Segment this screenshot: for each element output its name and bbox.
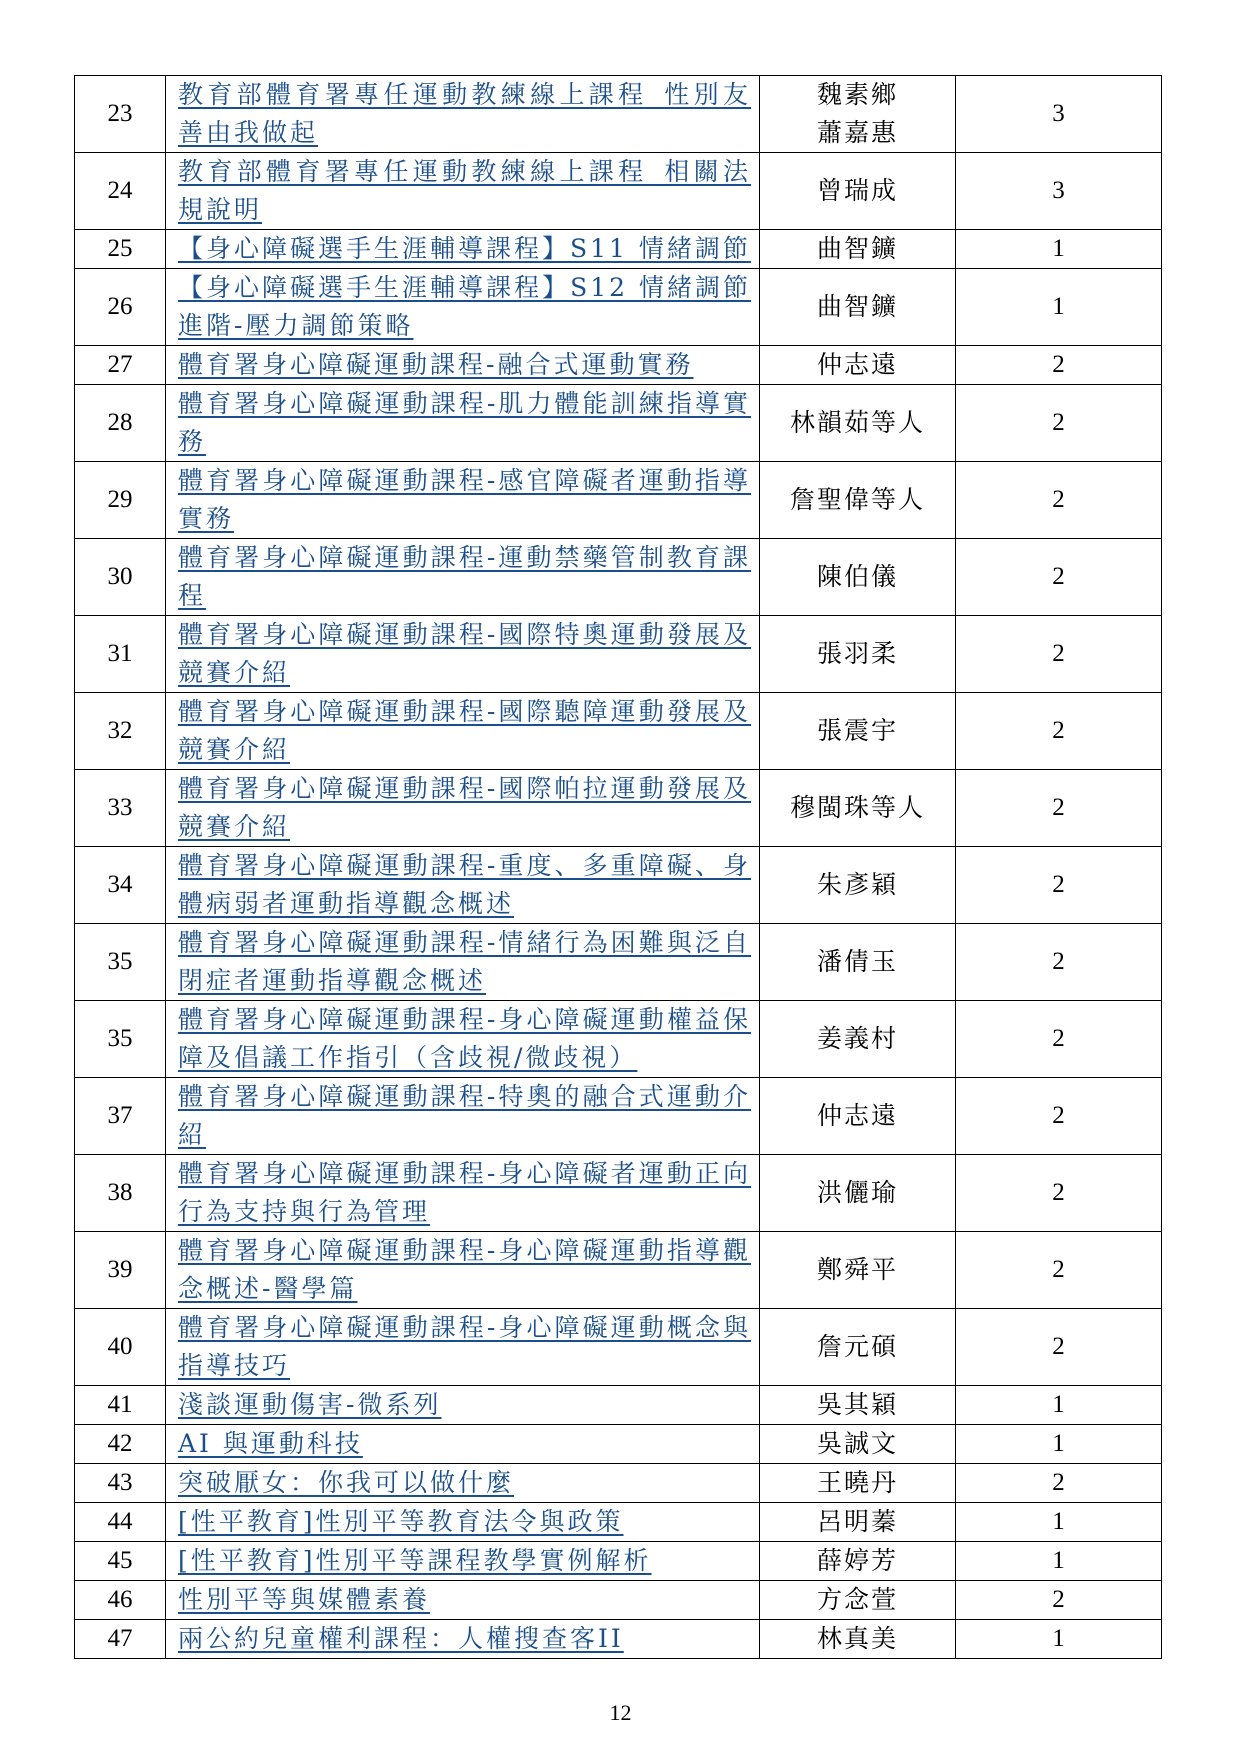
lecturer-cell (760, 693, 956, 770)
course-title-link[interactable]: [性平教育]性別平等課程教學實例解析 (178, 1546, 652, 1575)
lecturer-name: 呂明蓁 (816, 1507, 898, 1536)
course-title-link[interactable]: AI 與運動科技 (178, 1429, 363, 1458)
lecturer-name: 曾瑞成 (816, 176, 898, 205)
course-title-link[interactable]: 體育署身心障礙運動課程-融合式運動實務 (178, 350, 694, 379)
row-number: 27 (75, 346, 166, 385)
course-hours: 2 (956, 1309, 1162, 1386)
lecturer-name: 洪儷瑜 (816, 1178, 898, 1207)
course-hours: 2 (956, 346, 1162, 385)
course-hours: 2 (956, 1001, 1162, 1078)
course-title-link[interactable]: 體育署身心障礙運動課程-國際帕拉運動發展及競賽介紹 (178, 774, 751, 841)
row-number: 46 (75, 1581, 166, 1620)
course-title-cell (166, 385, 760, 462)
course-hours: 1 (956, 1620, 1162, 1659)
lecturer-cell (760, 153, 956, 230)
table-row (75, 924, 1162, 1001)
row-number: 35 (75, 1001, 166, 1078)
course-hours: 1 (956, 1542, 1162, 1581)
course-title-link[interactable]: 體育署身心障礙運動課程-身心障礙運動指導觀念概述-醫學篇 (178, 1236, 751, 1303)
lecturer-cell (760, 1232, 956, 1309)
table-row (75, 462, 1162, 539)
course-title-cell (166, 539, 760, 616)
table-row (75, 1078, 1162, 1155)
table-row (75, 1386, 1162, 1425)
table-row (75, 1425, 1162, 1464)
course-hours: 1 (956, 1503, 1162, 1542)
course-table (74, 75, 1162, 1659)
row-number: 39 (75, 1232, 166, 1309)
lecturer-name: 仲志遠 (816, 1101, 898, 1130)
table-row (75, 269, 1162, 346)
row-number: 28 (75, 385, 166, 462)
lecturer-name: 王曉丹 (816, 1468, 898, 1497)
course-hours: 2 (956, 770, 1162, 847)
course-title-cell (166, 1309, 760, 1386)
lecturer-name: 穆閩珠等人 (789, 793, 925, 822)
page-number: 12 (609, 1700, 632, 1725)
row-number: 25 (75, 230, 166, 269)
lecturer-cell (760, 1503, 956, 1542)
course-hours: 2 (956, 1155, 1162, 1232)
course-title-link[interactable]: 兩公約兒童權利課程：人權搜查客II (178, 1624, 624, 1653)
table-row (75, 346, 1162, 385)
course-hours: 2 (956, 693, 1162, 770)
course-hours: 2 (956, 847, 1162, 924)
course-hours: 2 (956, 539, 1162, 616)
lecturer-name: 潘倩玉 (816, 947, 898, 976)
course-hours: 2 (956, 1464, 1162, 1503)
lecturer-cell (760, 847, 956, 924)
course-title-link[interactable]: 體育署身心障礙運動課程-情緒行為困難與泛自閉症者運動指導觀念概述 (178, 928, 751, 995)
course-title-cell (166, 1425, 760, 1464)
lecturer-name: 曲智鑛 (816, 292, 898, 321)
lecturer-cell (760, 539, 956, 616)
row-number: 29 (75, 462, 166, 539)
lecturer-name: 吳其穎 (816, 1390, 898, 1419)
table-row (75, 1581, 1162, 1620)
lecturer-cell (760, 230, 956, 269)
table-row (75, 1232, 1162, 1309)
course-hours: 3 (956, 153, 1162, 230)
course-title-link[interactable]: 體育署身心障礙運動課程-感官障礙者運動指導實務 (178, 466, 751, 533)
lecturer-cell (760, 1309, 956, 1386)
course-title-link[interactable]: [性平教育]性別平等教育法令與政策 (178, 1507, 624, 1536)
course-title-link[interactable]: 體育署身心障礙運動課程-國際聽障運動發展及競賽介紹 (178, 697, 751, 764)
row-number: 37 (75, 1078, 166, 1155)
table-row (75, 847, 1162, 924)
lecturer-name: 林真美 (816, 1624, 898, 1653)
lecturer-cell (760, 924, 956, 1001)
course-title-cell (166, 76, 760, 153)
course-title-link[interactable]: 淺談運動傷害-微系列 (178, 1390, 442, 1419)
lecturer-cell (760, 1464, 956, 1503)
course-hours: 3 (956, 76, 1162, 153)
lecturer-cell (760, 1581, 956, 1620)
table-row (75, 1542, 1162, 1581)
table-row (75, 616, 1162, 693)
table-row (75, 1620, 1162, 1659)
lecturer-name: 詹元碩 (816, 1332, 898, 1361)
course-title-cell (166, 616, 760, 693)
row-number: 23 (75, 76, 166, 153)
course-title-cell (166, 847, 760, 924)
course-title-link[interactable]: 體育署身心障礙運動課程-身心障礙運動權益保障及倡議工作指引（含歧視/微歧視） (178, 1005, 751, 1072)
course-title-link[interactable]: 教育部體育署專任運動教練線上課程_相關法規說明 (178, 157, 751, 224)
course-title-link[interactable]: 【身心障礙選手生涯輔導課程】S11 情緒調節 (178, 234, 751, 263)
course-hours: 1 (956, 269, 1162, 346)
lecturer-name: 仲志遠 (816, 350, 898, 379)
lecturer-name: 方念萱 (816, 1585, 898, 1614)
course-title-link[interactable]: 【身心障礙選手生涯輔導課程】S12 情緒調節進階-壓力調節策略 (178, 273, 751, 340)
lecturer-cell (760, 1425, 956, 1464)
course-hours: 1 (956, 230, 1162, 269)
table-row (75, 385, 1162, 462)
course-title-cell (166, 462, 760, 539)
course-title-cell (166, 1078, 760, 1155)
table-row (75, 76, 1162, 153)
table-row (75, 1464, 1162, 1503)
row-number: 41 (75, 1386, 166, 1425)
lecturer-cell (760, 346, 956, 385)
course-title-link[interactable]: 突破厭女：你我可以做什麼 (178, 1468, 515, 1497)
course-hours: 2 (956, 616, 1162, 693)
course-title-cell (166, 1155, 760, 1232)
row-number: 34 (75, 847, 166, 924)
course-title-cell (166, 1386, 760, 1425)
course-title-link[interactable]: 性別平等與媒體素養 (178, 1585, 431, 1614)
course-title-cell (166, 269, 760, 346)
lecturer-name: 陳伯儀 (816, 562, 898, 591)
lecturer-cell (760, 269, 956, 346)
lecturer-name: 曲智鑛 (816, 234, 898, 263)
course-hours: 2 (956, 924, 1162, 1001)
lecturer-name: 薛婷芳 (816, 1546, 898, 1575)
course-title-cell (166, 770, 760, 847)
row-number: 32 (75, 693, 166, 770)
lecturer-cell (760, 1386, 956, 1425)
course-title-cell (166, 1232, 760, 1309)
course-title-cell (166, 1001, 760, 1078)
course-hours: 2 (956, 462, 1162, 539)
lecturer-cell (760, 385, 956, 462)
row-number: 42 (75, 1425, 166, 1464)
course-title-cell (166, 1503, 760, 1542)
lecturer-cell (760, 1001, 956, 1078)
course-title-link[interactable]: 體育署身心障礙運動課程-重度、多重障礙、身體病弱者運動指導觀念概述 (178, 851, 751, 918)
table-row (75, 693, 1162, 770)
lecturer-cell (760, 1542, 956, 1581)
course-title-cell (166, 346, 760, 385)
row-number: 40 (75, 1309, 166, 1386)
lecturer-cell (760, 76, 956, 153)
lecturer-name: 張震宇 (816, 716, 898, 745)
table-row (75, 1503, 1162, 1542)
course-hours: 1 (956, 1386, 1162, 1425)
row-number: 47 (75, 1620, 166, 1659)
course-title-cell (166, 1581, 760, 1620)
row-number: 33 (75, 770, 166, 847)
lecturer-cell (760, 462, 956, 539)
table-row (75, 1001, 1162, 1078)
course-title-link[interactable]: 體育署身心障礙運動課程-身心障礙者運動正向行為支持與行為管理 (178, 1159, 751, 1226)
table-row (75, 1309, 1162, 1386)
course-hours: 2 (956, 1581, 1162, 1620)
lecturer-cell (760, 1155, 956, 1232)
lecturer-cell (760, 770, 956, 847)
lecturer-name: 吳誠文 (816, 1429, 898, 1458)
lecturer-name: 林韻茹等人 (789, 408, 925, 437)
lecturer-name: 張羽柔 (816, 639, 898, 668)
row-number: 31 (75, 616, 166, 693)
course-title-link[interactable]: 教育部體育署專任運動教練線上課程_性別友善由我做起 (178, 80, 751, 147)
table-row (75, 1155, 1162, 1232)
course-title-cell (166, 1464, 760, 1503)
table-row (75, 770, 1162, 847)
course-hours: 2 (956, 1078, 1162, 1155)
row-number: 38 (75, 1155, 166, 1232)
table-row (75, 539, 1162, 616)
course-title-link[interactable]: 體育署身心障礙運動課程-肌力體能訓練指導實務 (178, 389, 751, 456)
course-title-cell (166, 1542, 760, 1581)
course-title-cell (166, 153, 760, 230)
course-title-cell (166, 1620, 760, 1659)
lecturer-name: 詹聖偉等人 (789, 485, 925, 514)
course-title-cell (166, 693, 760, 770)
lecturer-cell (760, 1078, 956, 1155)
row-number: 45 (75, 1542, 166, 1581)
course-hours: 2 (956, 385, 1162, 462)
course-title-link[interactable]: 體育署身心障礙運動課程-國際特奧運動發展及競賽介紹 (178, 620, 751, 687)
row-number: 43 (75, 1464, 166, 1503)
course-title-link[interactable]: 體育署身心障礙運動課程-運動禁藥管制教育課程 (178, 543, 751, 610)
course-hours: 2 (956, 1232, 1162, 1309)
course-title-cell (166, 230, 760, 269)
row-number: 24 (75, 153, 166, 230)
lecturer-name: 朱彥穎 (816, 870, 898, 899)
lecturer-name: 姜義村 (816, 1024, 898, 1053)
row-number: 26 (75, 269, 166, 346)
course-hours: 1 (956, 1425, 1162, 1464)
course-table-body (75, 76, 1162, 1659)
lecturer-name: 蕭嘉惠 (816, 118, 898, 147)
row-number: 35 (75, 924, 166, 1001)
course-title-cell (166, 924, 760, 1001)
lecturer-cell (760, 616, 956, 693)
course-title-link[interactable]: 體育署身心障礙運動課程-特奧的融合式運動介紹 (178, 1082, 751, 1149)
lecturer-name: 魏素鄉 (816, 80, 898, 109)
table-row (75, 230, 1162, 269)
lecturer-name: 鄭舜平 (816, 1255, 898, 1284)
row-number: 44 (75, 1503, 166, 1542)
lecturer-cell (760, 1620, 956, 1659)
course-title-link[interactable]: 體育署身心障礙運動課程-身心障礙運動概念與指導技巧 (178, 1313, 751, 1380)
row-number: 30 (75, 539, 166, 616)
table-row (75, 153, 1162, 230)
